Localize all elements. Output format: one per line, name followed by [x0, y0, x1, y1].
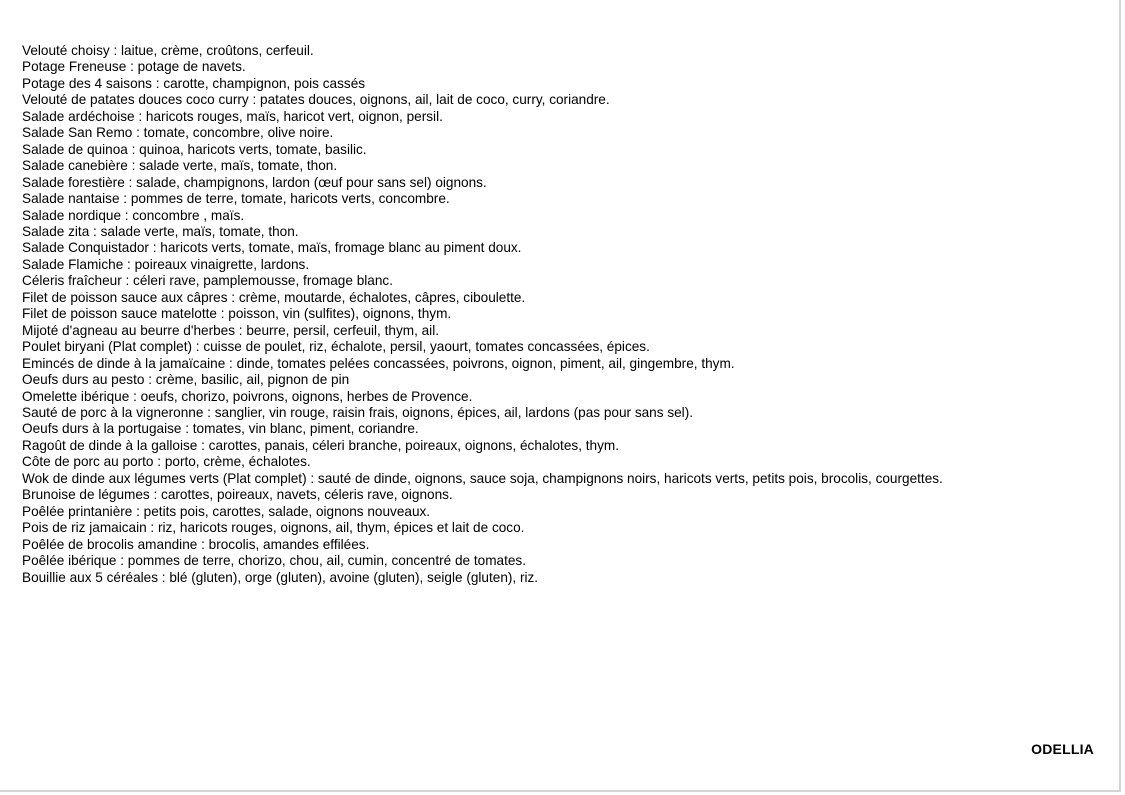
dish-line: Oeufs durs au pesto : crème, basilic, ail, pignon de pin	[22, 372, 350, 388]
dish-line: Salade canebière : salade verte, maïs, tomate, thon.	[22, 158, 338, 174]
dish-line: Salade nordique : concombre , maïs.	[22, 207, 245, 223]
dish-line: Oeufs durs à la portugaise : tomates, vin blanc, piment, coriandre.	[22, 421, 419, 437]
dish-line: Salade zita : salade verte, maïs, tomate, thon.	[22, 223, 299, 239]
dish-line: Bouillie aux 5 céréales : blé (gluten), orge (gluten), avoine (gluten), seigle (gluten), riz.	[22, 569, 539, 585]
dish-line: Ragoût de dinde à la galloise : carottes, panais, céleri branche, poireaux, oignons, échalotes, thym.	[22, 437, 619, 453]
dish-line: Côte de porc au porto : porto, crème, échalotes.	[22, 454, 311, 470]
dish-line: Omelette ibérique : oeufs, chorizo, poivrons, oignons, herbes de Provence.	[22, 388, 473, 404]
dish-line: Filet de poisson sauce aux câpres : crème, moutarde, échalotes, câpres, ciboulette.	[22, 289, 526, 305]
dish-line: Poêlée ibérique : pommes de terre, chorizo, chou, ail, cumin, concentré de tomates.	[22, 553, 526, 569]
dish-line: Salade Flamiche : poireaux vinaigrette, lardons.	[22, 256, 310, 272]
dish-line: Velouté choisy : laitue, crème, croûtons, cerfeuil.	[22, 43, 314, 58]
dish-line: Poêlée de brocolis amandine : brocolis, amandes effilées.	[22, 536, 370, 552]
dish-line: Poulet biryani (Plat complet) : cuisse de poulet, riz, échalote, persil, yaourt, tomates concassées, épices.	[22, 339, 650, 355]
dish-line: Brunoise de légumes : carottes, poireaux, navets, céleris rave, oignons.	[22, 487, 453, 503]
dish-ingredient-list	[22, 43, 943, 586]
dish-line: Salade San Remo : tomate, concombre, olive noire.	[22, 125, 334, 141]
dish-line: Poêlée printanière : petits pois, carottes, salade, oignons nouveaux.	[22, 503, 431, 519]
dish-line: Salade ardéchoise : haricots rouges, maïs, haricot vert, oignon, persil.	[22, 108, 443, 124]
dish-line: Filet de poisson sauce matelotte : poisson, vin (sulfites), oignons, thym.	[22, 306, 452, 322]
brand-footer: ODELLIA	[1031, 741, 1094, 757]
dish-line: Pois de riz jamaicain : riz, haricots rouges, oignons, ail, thym, épices et lait de coco.	[22, 520, 525, 536]
dish-line: Salade nantaise : pommes de terre, tomate, haricots verts, concombre.	[22, 191, 450, 207]
dish-line: Salade forestière : salade, champignons, lardon (œuf pour sans sel) oignons.	[22, 174, 487, 190]
dish-line: Mijoté d'agneau au beurre d'herbes : beurre, persil, cerfeuil, thym, ail.	[22, 322, 439, 338]
dish-line: Céleris fraîcheur : céleri rave, pamplemousse, fromage blanc.	[22, 273, 393, 289]
dish-line: Potage des 4 saisons : carotte, champignon, pois cassés	[22, 75, 366, 91]
dish-line: Potage Freneuse : potage de navets.	[22, 59, 246, 75]
dish-line: Salade de quinoa : quinoa, haricots verts, tomate, basilic.	[22, 141, 367, 157]
dish-line: Sauté de porc à la vigneronne : sanglier, vin rouge, raisin frais, oignons, épices, ail, lardons (pas pour sans sel).	[22, 404, 693, 420]
dish-line: Emincés de dinde à la jamaïcaine : dinde, tomates pelées concassées, poivrons, oignon, piment, ail, gingembre, thym.	[22, 355, 735, 371]
dish-line: Velouté de patates douces coco curry : patates douces, oignons, ail, lait de coco, curry, coriandre.	[22, 92, 610, 108]
dish-line: Wok de dinde aux légumes verts (Plat complet) : sauté de dinde, oignons, sauce soja, champignons noirs, haricots verts, petits pois, brocolis, courgettes.	[22, 470, 943, 486]
dish-line: Salade Conquistador : haricots verts, tomate, maïs, fromage blanc au piment doux.	[22, 240, 522, 256]
